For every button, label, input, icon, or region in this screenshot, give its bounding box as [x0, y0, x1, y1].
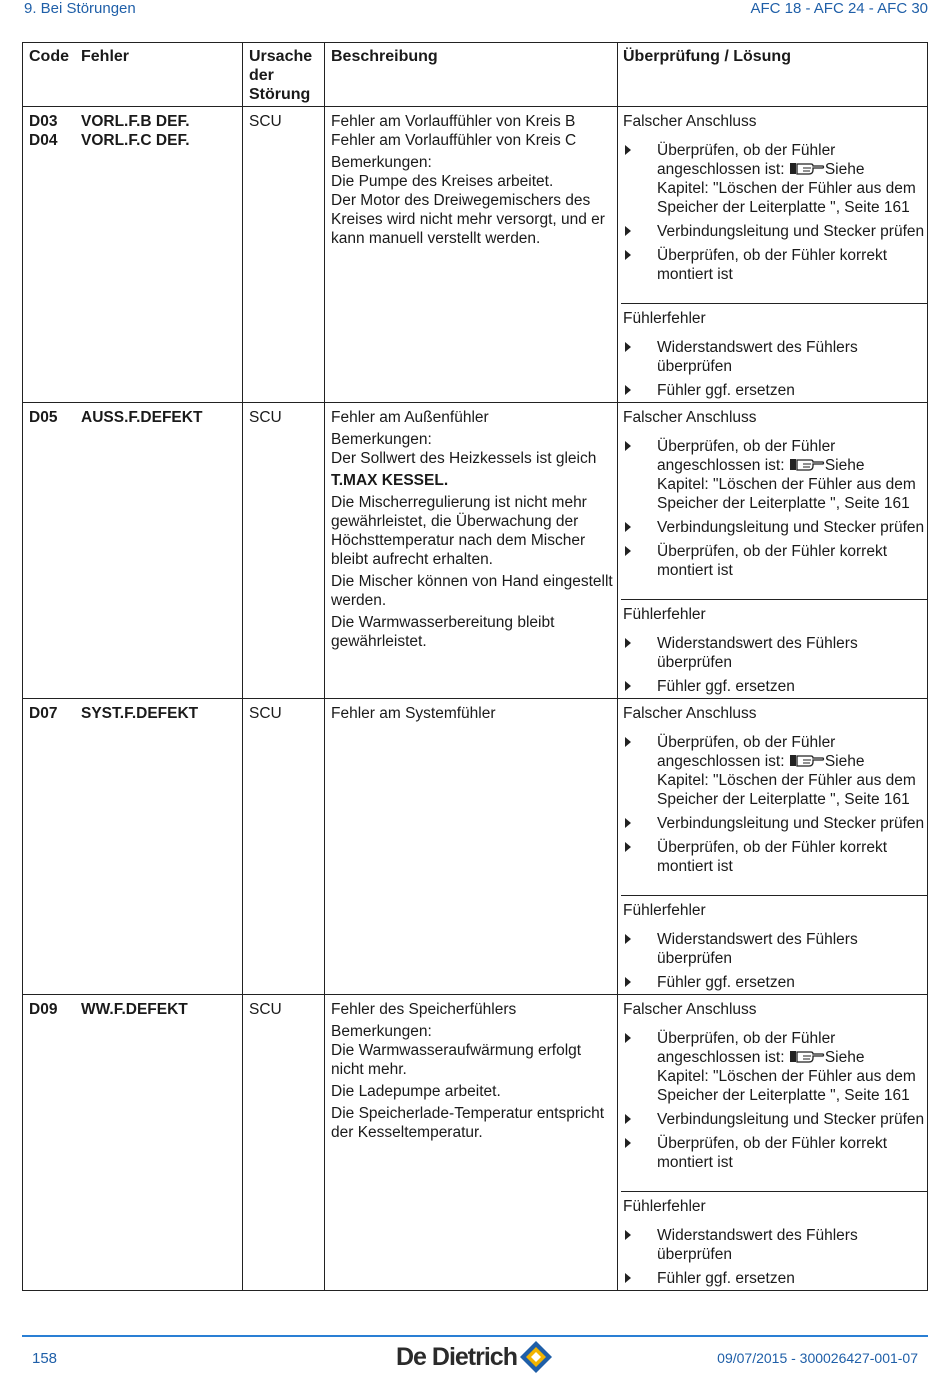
section-title-sensor-fault: Fühlerfehler: [623, 310, 706, 327]
check-item: Fühler ggf. ersetzen: [621, 677, 927, 696]
arrow-right-icon: [625, 342, 631, 352]
check-solution: [621, 699, 927, 994]
error-code: D09: [29, 1001, 58, 1018]
section-wrong-connection: [621, 107, 927, 304]
check-item: Widerstandswert des Fühlers überprüfen: [621, 338, 927, 376]
error-name: WW.F.DEFEKT: [81, 1001, 188, 1018]
description-paragraph: Fehler am Systemfühler: [331, 705, 496, 722]
col-loesung: Überprüfung / Lösung: [623, 48, 791, 65]
arrow-right-icon: [625, 226, 631, 236]
brand-diamond-icon: [519, 1340, 553, 1374]
description-paragraph: Die Warmwasserbereitung bleibt gewährleistet.: [331, 614, 555, 650]
hand-pointer-icon: [789, 456, 825, 472]
arrow-right-icon: [625, 1114, 631, 1124]
col-code: Code: [29, 48, 69, 65]
arrow-right-icon: [625, 737, 631, 747]
check-item: Fühler ggf. ersetzen: [621, 381, 927, 400]
check-item: Fühler ggf. ersetzen: [621, 1269, 927, 1288]
error-code: D05: [29, 409, 58, 426]
section-title-sensor-fault: Fühlerfehler: [623, 902, 706, 919]
arrow-right-icon: [625, 842, 631, 852]
error-name: VORL.F.B DEF. VORL.F.C DEF.: [81, 113, 190, 149]
arrow-right-icon: [625, 385, 631, 395]
check-item: Fühler ggf. ersetzen: [621, 973, 927, 992]
section-title-wrong-connection: Falscher Anschluss: [623, 113, 757, 130]
section-wrong-connection: [621, 699, 927, 896]
check-item: Verbindungsleitung und Stecker prüfen: [621, 814, 927, 833]
description-paragraph: Bemerkungen: Die Pumpe des Kreises arbeitet. Der Motor des Dreiwegemischers des Kreises wird nicht mehr versorgt, und er kann manuell verstellt werden.: [331, 154, 605, 247]
brand-logo: [396, 1340, 553, 1374]
arrow-right-icon: [625, 818, 631, 828]
error-cause: SCU: [249, 705, 282, 722]
col-fehler: Fehler: [81, 48, 130, 65]
section-title-sensor-fault: Fühlerfehler: [623, 1198, 706, 1215]
table-row: [23, 995, 927, 1290]
description-paragraph: Fehler am Außenfühler: [331, 409, 489, 426]
arrow-right-icon: [625, 977, 631, 987]
arrow-right-icon: [625, 1230, 631, 1240]
error-cause: SCU: [249, 113, 282, 130]
description-paragraph: Bemerkungen: Die Warmwasseraufwärmung erfolgt nicht mehr.: [331, 1023, 582, 1078]
error-description: [331, 704, 613, 726]
brand-name: De Dietrich: [396, 1342, 517, 1371]
check-item: Widerstandswert des Fühlers überprüfen: [621, 930, 927, 968]
arrow-right-icon: [625, 638, 631, 648]
table-row: [23, 403, 927, 699]
arrow-right-icon: [625, 522, 631, 532]
section-sensor-fault: [621, 304, 927, 400]
section-title-wrong-connection: Falscher Anschluss: [623, 705, 757, 722]
error-name: AUSS.F.DEFEKT: [81, 409, 203, 426]
check-item: Überprüfen, ob der Fühler korrekt montiert ist: [621, 838, 927, 876]
check-item: Verbindungsleitung und Stecker prüfen: [621, 222, 927, 241]
section-sensor-fault: [621, 896, 927, 992]
error-cause: SCU: [249, 1001, 282, 1018]
section-sensor-fault: [621, 600, 927, 696]
description-paragraph: Die Speicherlade-Temperatur entspricht der Kesseltemperatur.: [331, 1105, 605, 1141]
check-item: Widerstandswert des Fühlers überprüfen: [621, 634, 927, 672]
arrow-right-icon: [625, 1273, 631, 1283]
arrow-right-icon: [625, 441, 631, 451]
error-description: [331, 1000, 613, 1145]
arrow-right-icon: [625, 145, 631, 155]
arrow-right-icon: [625, 1138, 631, 1148]
check-item: Widerstandswert des Fühlers überprüfen: [621, 1226, 927, 1264]
check-item: Überprüfen, ob der Fühler angeschlossen ist: Siehe Kapitel: "Löschen der Fühler aus dem Speicher der Leiterplatte ", Seite 161: [621, 733, 927, 809]
section-title-wrong-connection: Falscher Anschluss: [623, 1001, 757, 1018]
arrow-right-icon: [625, 1033, 631, 1043]
check-solution: [621, 403, 927, 698]
check-item: Überprüfen, ob der Fühler korrekt montiert ist: [621, 542, 927, 580]
arrow-right-icon: [625, 546, 631, 556]
section-title-sensor-fault: Fühlerfehler: [623, 606, 706, 623]
error-description: [331, 408, 613, 654]
description-paragraph: Fehler des Speicherfühlers: [331, 1001, 517, 1018]
section-title-wrong-connection: Falscher Anschluss: [623, 409, 757, 426]
check-item: Überprüfen, ob der Fühler angeschlossen ist: Siehe Kapitel: "Löschen der Fühler aus dem Speicher der Leiterplatte ", Seite 161: [621, 437, 927, 513]
error-name: SYST.F.DEFEKT: [81, 705, 199, 722]
footer-rule: [22, 1335, 928, 1337]
description-paragraph: T.MAX KESSEL.: [331, 472, 449, 489]
error-description: [331, 112, 613, 251]
table-header: [23, 43, 927, 107]
section-wrong-connection: [621, 995, 927, 1192]
check-item: Verbindungsleitung und Stecker prüfen: [621, 518, 927, 537]
hand-pointer-icon: [789, 1048, 825, 1064]
table-row: [23, 699, 927, 995]
error-code: D07: [29, 705, 58, 722]
hand-pointer-icon: [789, 752, 825, 768]
description-paragraph: Die Mischer können von Hand eingestellt werden.: [331, 573, 613, 609]
section-title: 9. Bei Störungen: [24, 0, 136, 17]
check-solution: [621, 995, 927, 1290]
col-ursache: Ursache der Störung: [249, 48, 313, 103]
description-paragraph: Bemerkungen: Der Sollwert des Heizkessels ist gleich: [331, 431, 597, 467]
document-reference: 09/07/2015 - 300026427-001-07: [717, 1350, 918, 1366]
arrow-right-icon: [625, 934, 631, 944]
hand-pointer-icon: [789, 160, 825, 176]
section-sensor-fault: [621, 1192, 927, 1288]
error-table: [22, 42, 928, 1291]
arrow-right-icon: [625, 250, 631, 260]
check-item: Überprüfen, ob der Fühler korrekt montiert ist: [621, 1134, 927, 1172]
col-beschreibung: Beschreibung: [331, 48, 438, 65]
description-paragraph: Fehler am Vorlauffühler von Kreis B Fehler am Vorlauffühler von Kreis C: [331, 113, 577, 149]
check-solution: [621, 107, 927, 402]
section-wrong-connection: [621, 403, 927, 600]
check-item: Überprüfen, ob der Fühler angeschlossen ist: Siehe Kapitel: "Löschen der Fühler aus dem Speicher der Leiterplatte ", Seite 161: [621, 1029, 927, 1105]
description-paragraph: Die Mischerregulierung ist nicht mehr gewährleistet, die Überwachung der Höchsttemperatur nach dem Mischer bleibt aufrecht erhalten.: [331, 494, 587, 568]
error-code: D03 D04: [29, 113, 58, 149]
page-number: 158: [32, 1350, 58, 1367]
check-item: Überprüfen, ob der Fühler korrekt montiert ist: [621, 246, 927, 284]
error-cause: SCU: [249, 409, 282, 426]
arrow-right-icon: [625, 681, 631, 691]
description-paragraph: Die Ladepumpe arbeitet.: [331, 1083, 501, 1100]
check-item: Überprüfen, ob der Fühler angeschlossen ist: Siehe Kapitel: "Löschen der Fühler aus dem Speicher der Leiterplatte ", Seite 161: [621, 141, 927, 217]
model-title: AFC 18 - AFC 24 - AFC 30: [750, 0, 928, 17]
check-item: Verbindungsleitung und Stecker prüfen: [621, 1110, 927, 1129]
table-row: [23, 107, 927, 403]
